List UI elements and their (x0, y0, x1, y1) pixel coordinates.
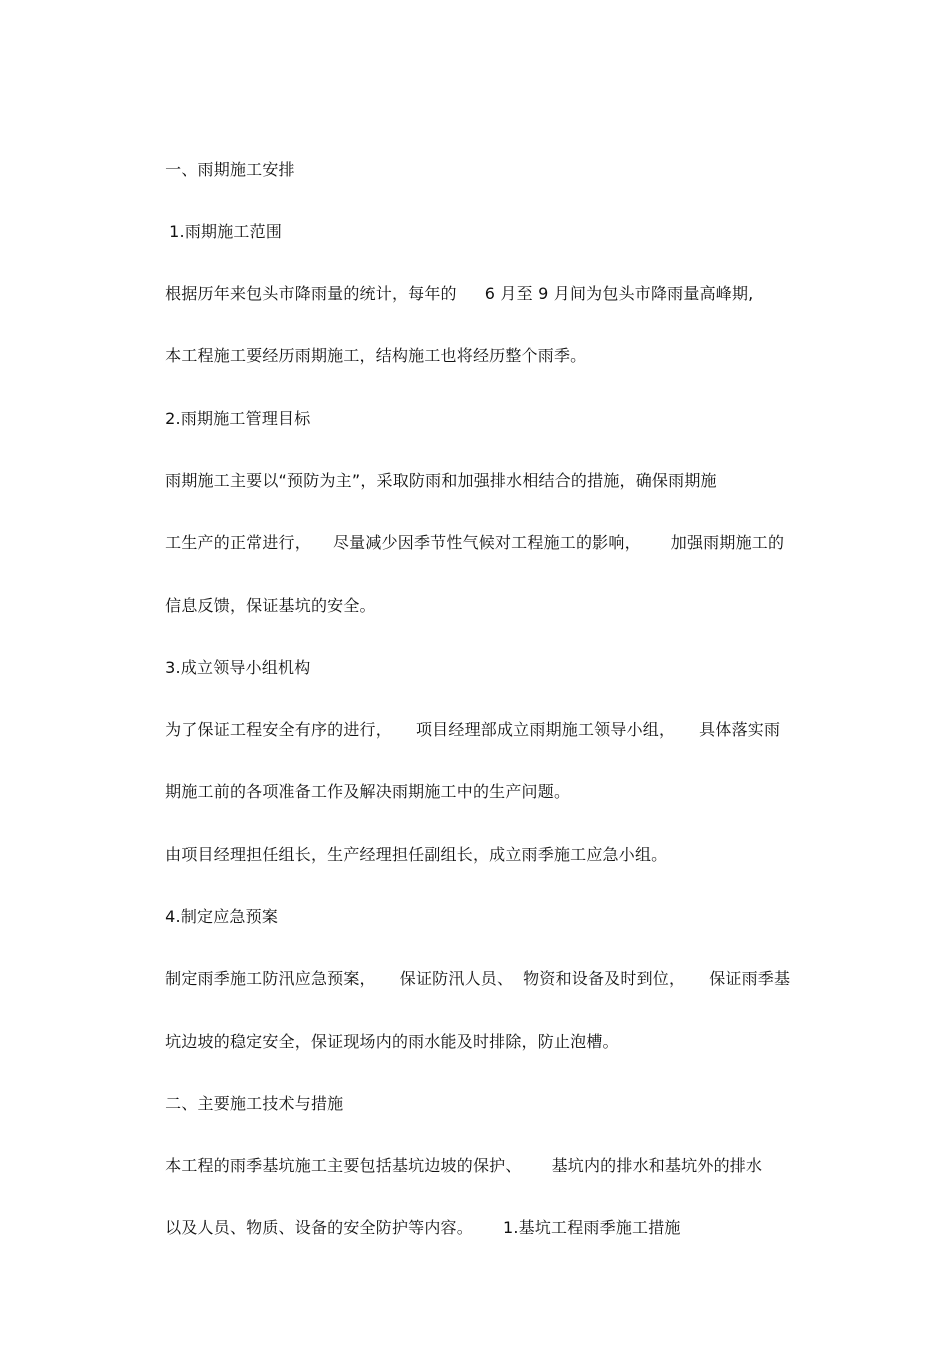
text-segment: 根据历年来包头市降雨量的统计，每年的 (165, 284, 457, 303)
text-segment: 保证雨季基 (709, 969, 791, 988)
paragraph-line (144, 1136, 762, 1196)
paragraph-line (144, 1012, 619, 1072)
paragraph-line (144, 576, 376, 636)
paragraph-line (144, 825, 667, 885)
text-segment: 以及人员、物质、设备的安全防护等内容。 (165, 1218, 473, 1237)
text-segment: 坑边坡的稳定安全，保证现场内的雨水能及时排除，防止泡槽。 (165, 1032, 619, 1051)
text-segment: 信息反馈，保证基坑的安全。 (165, 596, 376, 615)
subheading-4 (144, 887, 278, 947)
text-segment: 加强雨期施工的 (670, 533, 785, 552)
section-heading-2 (144, 1074, 343, 1134)
text-segment: 雨期施工主要以“预防为主”，采取防雨和加强排水相结合的措施，确保雨期施 (165, 471, 717, 490)
text-segment: 尽量减少因季节性气候对工程施工的影响， (332, 533, 641, 552)
paragraph-line (144, 949, 790, 1009)
text-segment: 4.制定应急预案 (165, 907, 279, 926)
text-segment: 2.雨期施工管理目标 (165, 409, 311, 428)
text-segment: 基坑内的排水和基坑外的排水 (551, 1156, 763, 1175)
text-segment: 1.基坑工程雨季施工措施 (502, 1218, 681, 1237)
text-segment: 6 月至 9 月间为包头市降雨量高峰期, (484, 284, 754, 303)
subheading-2 (144, 389, 310, 449)
paragraph-line (144, 762, 570, 822)
text-segment: 期施工前的各项准备工作及解决雨期施工中的生产问题。 (165, 782, 571, 801)
text-segment: 工生产的正常进行， (165, 533, 311, 552)
text-segment: 具体落实雨 (699, 720, 781, 739)
text-segment: 二、主要施工技术与措施 (165, 1094, 344, 1113)
paragraph-line (144, 1198, 681, 1258)
text-segment: 为了保证工程安全有序的进行， (165, 720, 392, 739)
text-segment: 物资和设备及时到位， (523, 969, 686, 988)
text-segment: 制定雨季施工防汛应急预案， (165, 969, 376, 988)
text-segment: 项目经理部成立雨期施工领导小组， (415, 720, 676, 739)
text-segment: 1.雨期施工范围 (169, 222, 283, 241)
text-segment: 3.成立领导小组机构 (165, 658, 311, 677)
subheading-3 (144, 638, 310, 698)
paragraph-line (144, 700, 780, 760)
paragraph-line (144, 326, 586, 386)
paragraph-line (144, 451, 717, 511)
text-segment: 由项目经理担任组长，生产经理担任副组长，成立雨季施工应急小组。 (165, 845, 668, 864)
paragraph-line (144, 264, 753, 324)
text-segment: 一、雨期施工安排 (165, 160, 295, 179)
text-segment: 本工程施工要经历雨期施工，结构施工也将经历整个雨季。 (165, 346, 587, 365)
subheading-1 (148, 202, 282, 262)
paragraph-line (144, 513, 784, 573)
section-heading-1 (144, 140, 295, 200)
text-segment: 保证防汛人员、 (399, 969, 514, 988)
text-segment: 本工程的雨季基坑施工主要包括基坑边坡的保护、 (165, 1156, 522, 1175)
